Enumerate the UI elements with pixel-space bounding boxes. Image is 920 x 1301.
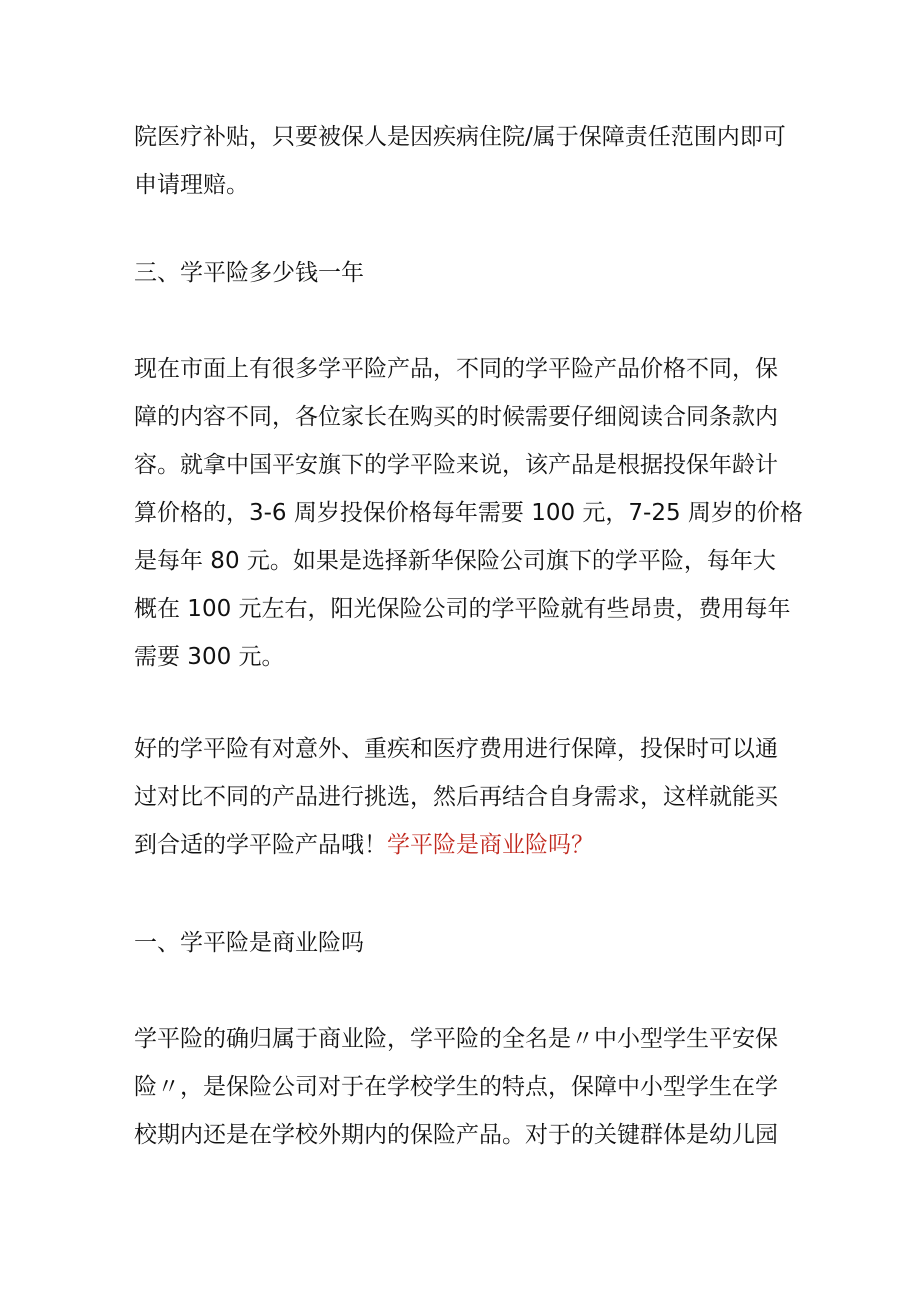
paragraph-definition-line-2: 险〃，是保险公司对于在学校学生的特点，保障中小型学生在学 (134, 1074, 778, 1100)
highlight-link-text[interactable]: 学平险是商业险吗？ (387, 832, 594, 858)
paragraph-price-line-5: 是每年 80 元。如果是选择新华保险公司旗下的学平险，每年大 (134, 548, 776, 574)
paragraph-advice-text: 到合适的学平险产品哦！ (134, 832, 387, 858)
paragraph-definition-line-3: 校期内还是在学校外期内的保险产品。对于的关键群体是幼儿园 (134, 1122, 778, 1148)
paragraph-definition-line-1: 学平险的确归属于商业险，学平险的全名是〃中小型学生平安保 (134, 1026, 778, 1052)
paragraph-intro-line-2: 申请理赔。 (134, 172, 249, 198)
section-heading-one: 一、学平险是商业险吗 (134, 930, 364, 956)
paragraph-advice-line-3 (134, 830, 594, 860)
paragraph-price-line-7: 需要 300 元。 (134, 644, 285, 670)
section-heading-three: 三、学平险多少钱一年 (134, 260, 364, 286)
paragraph-advice-line-2: 过对比不同的产品进行挑选，然后再结合自身需求，这样就能买 (134, 784, 778, 810)
paragraph-price-line-4: 算价格的，3-6 周岁投保价格每年需要 100 元，7-25 周岁的价格 (134, 500, 803, 526)
paragraph-intro-line-1: 院医疗补贴，只要被保人是因疾病住院/属于保障责任范围内即可 (134, 124, 786, 150)
paragraph-price-line-6: 概在 100 元左右，阳光保险公司的学平险就有些昂贵，费用每年 (134, 596, 791, 622)
paragraph-advice-line-1: 好的学平险有对意外、重疾和医疗费用进行保障，投保时可以通 (134, 736, 778, 762)
paragraph-price-line-3: 容。就拿中国平安旗下的学平险来说，该产品是根据投保年龄计 (134, 452, 778, 478)
paragraph-price-line-1: 现在市面上有很多学平险产品，不同的学平险产品价格不同，保 (134, 356, 778, 382)
paragraph-price-line-2: 障的内容不同，各位家长在购买的时候需要仔细阅读合同条款内 (134, 404, 778, 430)
